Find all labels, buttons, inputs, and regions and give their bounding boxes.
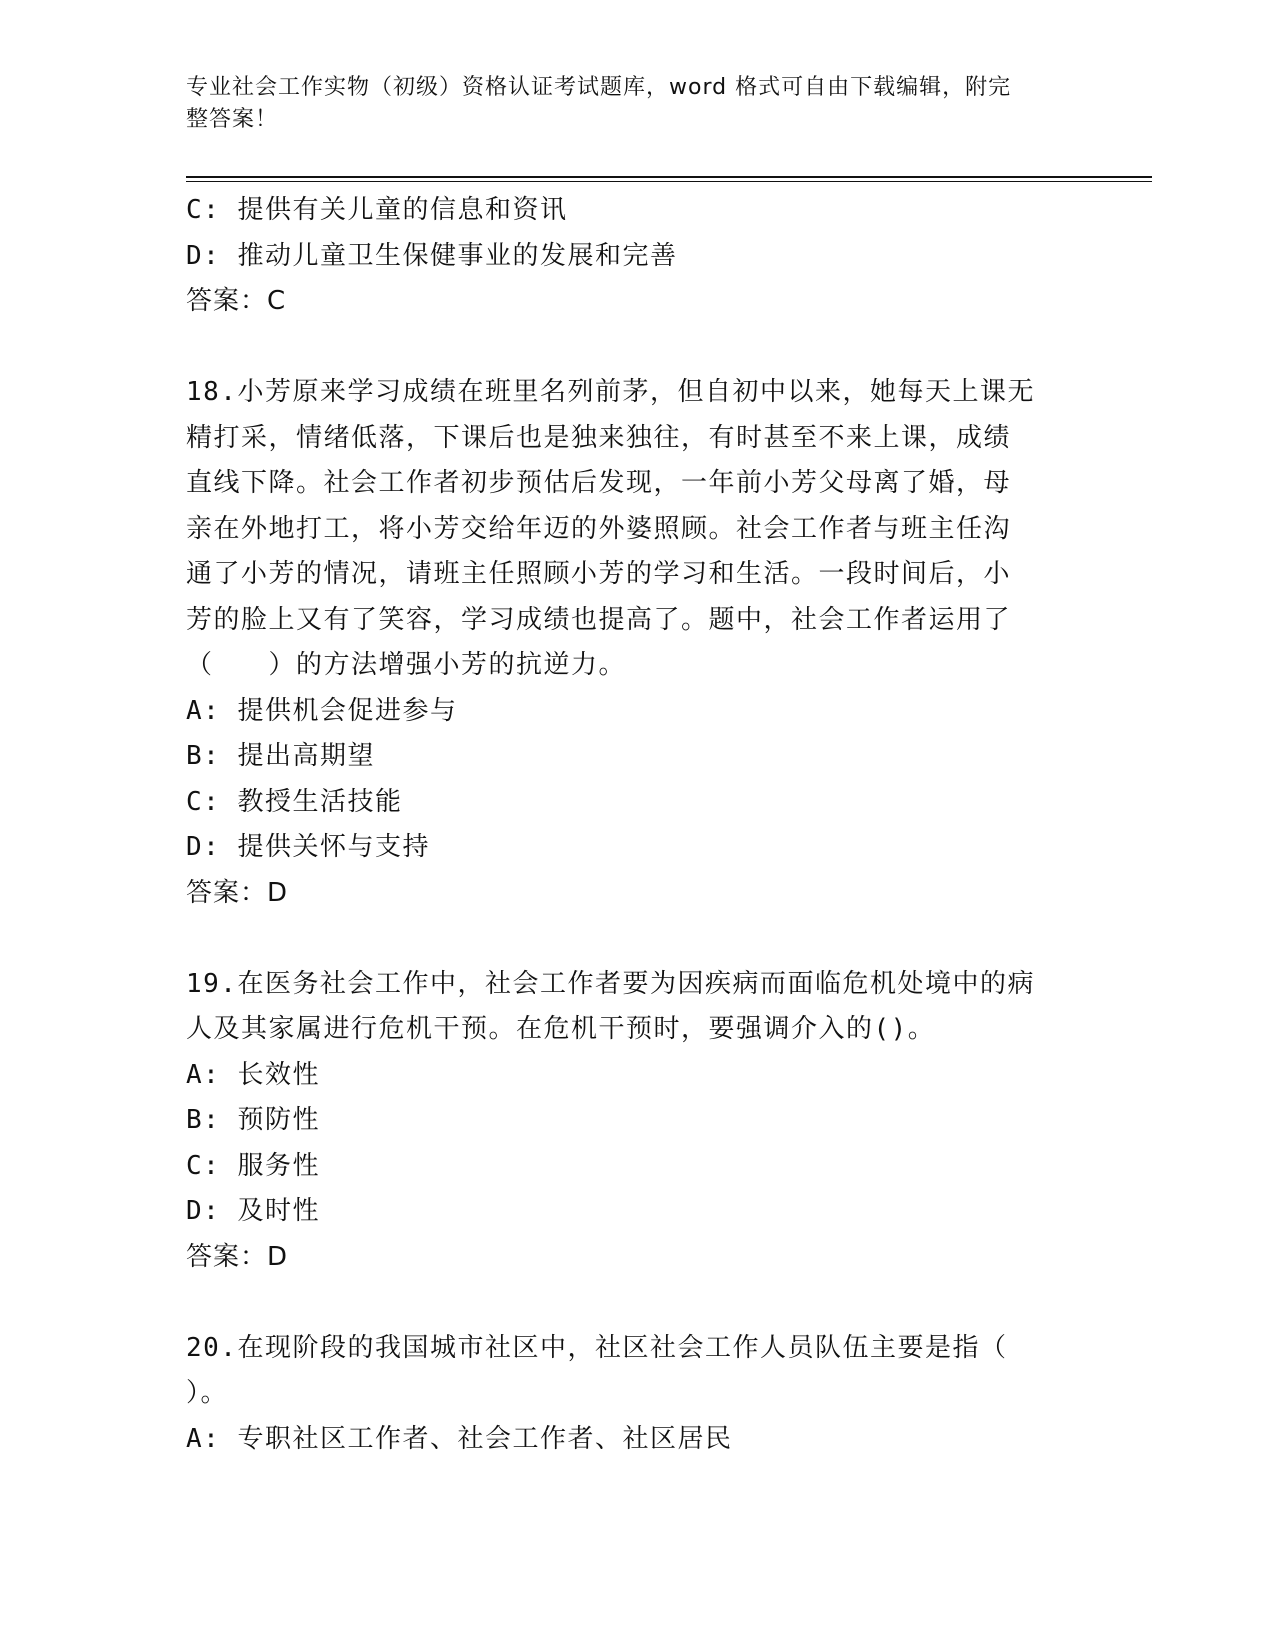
q19-option-a: A: 长效性 bbox=[186, 1059, 320, 1090]
question-20 bbox=[186, 1326, 1076, 1463]
q17-option-d: D: 推动儿童卫生保健事业的发展和完善 bbox=[186, 240, 678, 271]
q18-text-line: 直线下降。社会工作者初步预估后发现，一年前小芳父母离了婚，母 bbox=[186, 468, 1012, 498]
header-title-line-2: 整答案！ bbox=[186, 107, 279, 132]
q18-option-b: B: 提出高期望 bbox=[186, 741, 375, 771]
q20-option-a: A: 专职社区工作者、社会工作者、社区居民 bbox=[186, 1423, 733, 1454]
spacer bbox=[186, 325, 1076, 371]
q20-text-line: ）。 bbox=[186, 1378, 229, 1408]
q17-option-c: C: 提供有关儿童的信息和资讯 bbox=[186, 195, 568, 225]
question-19 bbox=[186, 962, 1076, 1281]
q18-text-line: 18.小芳原来学习成绩在班里名列前茅，但自初中以来，她每天上课无 bbox=[186, 377, 1035, 407]
q18-text-line: 精打采，情绪低落，下课后也是独来独往，有时甚至不来上课，成绩 bbox=[186, 422, 1012, 453]
page-header bbox=[186, 72, 1066, 136]
spacer bbox=[186, 1280, 1076, 1326]
q18-option-a: A: 提供机会促进参与 bbox=[186, 695, 458, 726]
q17-answer: 答案：C bbox=[186, 286, 287, 316]
q18-option-c: C: 教授生活技能 bbox=[186, 786, 403, 817]
question-17-tail bbox=[186, 188, 1076, 325]
q19-option-b: B: 预防性 bbox=[186, 1105, 320, 1135]
q18-answer: 答案：D bbox=[186, 877, 289, 908]
header-rule-thin bbox=[186, 181, 1152, 182]
header-title-line-1: 专业社会工作实物（初级）资格认证考试题库，word 格式可自由下载编辑，附完 bbox=[186, 75, 1012, 100]
q18-option-d: D: 提供关怀与支持 bbox=[186, 832, 430, 862]
q20-text-line: 20.在现阶段的我国城市社区中，社区社会工作人员队伍主要是指（ bbox=[186, 1332, 1008, 1363]
q19-option-d: D: 及时性 bbox=[186, 1196, 320, 1226]
question-18 bbox=[186, 370, 1076, 916]
q18-text-line: 通了小芳的情况，请班主任照顾小芳的学习和生活。一段时间后，小 bbox=[186, 559, 1012, 589]
q19-answer: 答案：D bbox=[186, 1241, 289, 1272]
q18-text-line: （ ）的方法增强小芳的抗逆力。 bbox=[186, 650, 627, 680]
q18-text-line: 亲在外地打工，将小芳交给年迈的外婆照顾。社会工作者与班主任沟 bbox=[186, 513, 1012, 544]
q18-text-line: 芳的脸上又有了笑容，学习成绩也提高了。题中，社会工作者运用了 bbox=[186, 604, 1012, 635]
q19-option-c: C: 服务性 bbox=[186, 1150, 320, 1181]
q19-text-line: 人及其家属进行危机干预。在危机干预时，要强调介入的()。 bbox=[186, 1014, 936, 1044]
header-rule-thick bbox=[186, 176, 1152, 178]
question-content bbox=[186, 188, 1076, 1462]
q19-text-line: 19.在医务社会工作中，社会工作者要为因疾病而面临危机处境中的病 bbox=[186, 968, 1035, 999]
spacer bbox=[186, 916, 1076, 962]
